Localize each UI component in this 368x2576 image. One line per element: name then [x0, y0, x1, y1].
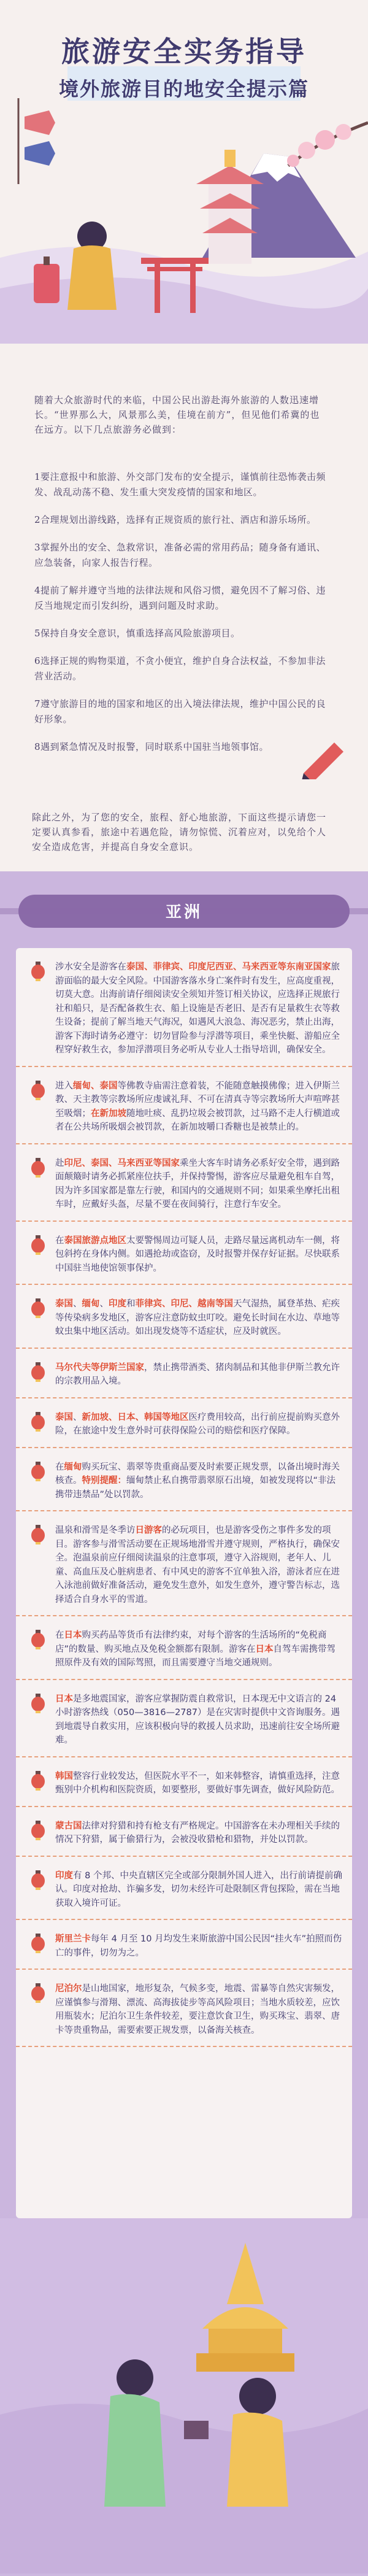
item-text	[55, 1819, 342, 1847]
item-text	[55, 1234, 342, 1276]
item-text-segment: 旅游面临的最大安全风险。中国游客落水身亡案件时有发生，应高度重视，切莫大意。出海前请仔细阅读安全须知并签订相关协议，应选择正规旅行社和船只，是否配备救生衣、船上设施是否老旧、是否有足量救生衣等救生设备；提前了解当地天气海况，如遇风大浪急、海况恶劣，禁止出海，游客下海时请务必遵守：切勿冒险参与浮潜等项目，乘坐快艇、游船应全程穿好救生衣，参加浮潜项目务必听从专业人士指导培训，确保安全。	[55, 962, 340, 1055]
lantern-icon	[28, 1630, 48, 1649]
lantern-icon	[28, 962, 48, 981]
kite-icon	[18, 98, 55, 184]
highlighted-text: 印度	[55, 1870, 73, 1881]
item-text-segment: 医疗费用较高，出行前应提前购买意外险，在旅途中发生意外时可获得保险公司的赔偿和医疗保障。	[55, 1412, 340, 1436]
lantern-icon	[28, 1525, 48, 1544]
item-text-segment: 在	[55, 1235, 64, 1246]
highlighted-text: 印尼、泰国、马来西亚等国家	[64, 1158, 180, 1168]
tips-list	[34, 469, 329, 767]
lantern-icon	[28, 1412, 48, 1432]
list-item	[16, 1297, 352, 1349]
highlighted-text: 印度	[109, 1299, 126, 1309]
footer	[0, 2218, 368, 2574]
item-text	[55, 1869, 342, 1911]
list-item	[16, 1692, 352, 1757]
item-text-segment: 乘坐大客车时请务必系好安全带，遇到路面颠簸时请务必抓紧座位扶手，并保持警惕，游客应尽量避免租车自驾，因为许多国家都是靠左行驶，和国内的交通规则不同；如果乘坐摩托出租车时，应戴好头盔，尽量不要在夜间骑行，注意行车安全。	[55, 1158, 340, 1209]
highlighted-text: 泰国、菲律宾、印度尼西亚、马来西亚等东南亚国家	[126, 962, 331, 972]
highlighted-text: 缅甸	[64, 1462, 82, 1472]
tip-item: 4提前了解并遵守当地的法律法规和风俗习惯，避免因不了解习俗、违反当地规定而引发纠纷，遇到问题及时求助。	[34, 585, 326, 611]
item-text-segment: 、	[99, 1299, 109, 1309]
item-text-segment: 随地吐痰、乱扔垃圾会被罚款，过马路不走人行横道或者在公共场所吸烟会被罚款，在新加坡嚼口香糖也是被禁止的。	[55, 1108, 340, 1132]
item-text-segment: 太要警惕周边可疑人员，走路尽量远离机动车一侧，将包斜挎在身体内侧。如遇抢劫或盗窃，及时报警并保存好证据。尽快联系中国驻当地使馆领事保护。	[55, 1235, 340, 1273]
item-text-segment: 缅甸禁止私自携带翡翠原石出境，如被发现将以“非法携带违禁品”处以罚款。	[55, 1476, 336, 1500]
item-text-segment: 是山地国家，地形复杂，气候多变，地震、雷暴等自然灾害频发，应谨慎参与滑翔、漂流、高海拔徒步等高风险项目；当地水质较差，应饮用瓶装水；尼泊尔卫生条件较差，要注意饮食卫生，购买珠宝、翡翠、唐卡等贵重物品，需要索要正规发票，以备海关核查。	[55, 1984, 340, 2035]
list-item	[16, 1460, 352, 1512]
item-text	[55, 1629, 342, 1670]
list-item	[16, 1079, 352, 1144]
stupa-icon	[196, 2243, 294, 2372]
highlighted-text: 新加坡、日本、韩国等地区	[82, 1412, 189, 1422]
highlighted-text: 日本	[64, 1630, 82, 1640]
intro-section	[0, 344, 368, 871]
item-text-segment: 和	[126, 1299, 136, 1309]
page-title: 旅游安全实务指导	[61, 35, 307, 68]
item-text	[55, 960, 342, 1057]
highlighted-text: 日游客	[135, 1525, 162, 1535]
outro-paragraph: 除此之外，为了您的安全，旅程、舒心地旅游，下面这些提示请您一定要认真参看，旅途中若遇危险，请勿惊慌、沉着应对，以免给个人安全造成危害，并提高自身安全意识。	[32, 812, 327, 852]
page-subtitle: 境外旅游目的地安全提示篇	[58, 77, 309, 101]
list-item	[16, 1524, 352, 1616]
highlighted-text: 蒙古国	[55, 1821, 82, 1831]
tip-item: 8遇到紧急情况及时报警，同时联系中国驻当地领事馆。	[34, 741, 269, 752]
header	[0, 0, 368, 344]
highlighted-text: 日本	[255, 1644, 274, 1654]
tip-item: 6选择正规的购物渠道，不贪小便宜，维护自身合法权益，不参加非法营业活动。	[34, 655, 326, 682]
item-text-segment: 在	[55, 1630, 64, 1640]
highlighted-text: 韩国	[55, 1771, 73, 1781]
tip-item: 7遵守旅游目的地的国家和地区的出入境法律法规，维护中国公民的良好形象。	[34, 698, 326, 725]
list-item	[16, 1629, 352, 1680]
item-text-segment: 涉水安全是游客在	[55, 962, 126, 972]
item-text-segment: 购买玩宝、翡翠等贵重商品要及时索要正规发票，以备出境时海关核查。	[55, 1462, 340, 1486]
item-text-segment: 购买药品等货币有法律约束，对每个游客的生活场所的“免税商店”的数量、购买地点及免税金额都有限制。游客在	[55, 1630, 327, 1654]
highlighted-text: 泰国旅游点地区	[64, 1235, 126, 1246]
highlighted-text: 马尔代夫等伊斯兰国家	[55, 1362, 144, 1373]
lantern-icon	[28, 1081, 48, 1100]
item-text	[55, 1157, 342, 1212]
lantern-icon	[28, 1235, 48, 1255]
tip-item: 2合理规划出游线路，选择有正规资质的旅行社、酒店和游乐场所。	[34, 514, 316, 525]
lantern-icon	[28, 1821, 48, 1840]
item-text-segment: 自驾车需携带驾照原件及有效的国际驾照，而且需要遵守当地交通规则。	[55, 1644, 336, 1668]
item-text	[55, 1524, 342, 1606]
item-text	[55, 1770, 342, 1797]
list-item	[16, 1157, 352, 1222]
lantern-icon	[28, 1771, 48, 1791]
section-title: 亚洲	[165, 903, 202, 922]
item-text-segment: 进入	[55, 1081, 73, 1091]
item-text-segment: 法律对狩猎和持有枪支有严格规定。中国游客在未办理相关手续的情况下狩猎，属于偷猎行为，会被没收猎枪和猎物，并处以罚款。	[55, 1821, 340, 1845]
traveler-figure	[34, 222, 117, 310]
item-text	[55, 1932, 342, 1960]
item-text-segment: 、	[73, 1412, 82, 1422]
highlighted-text: 菲律宾、印尼、越南等国	[135, 1299, 233, 1309]
item-text	[55, 1361, 342, 1389]
pencil-icon	[301, 736, 350, 779]
item-text	[55, 1692, 342, 1748]
item-text	[55, 1079, 342, 1135]
list-item	[16, 1932, 352, 1970]
highlighted-text: 斯里兰卡	[55, 1934, 91, 1944]
highlighted-text: 尼泊尔	[55, 1984, 82, 1994]
list-item	[16, 1770, 352, 1807]
tip-item: 1要注意报中和旅游、外交部门发布的安全提示，谨慎前往恐怖袭击频发、战乱动荡不稳、发生重大突发疫情的国家和地区。	[34, 471, 326, 498]
footer-illustration	[0, 2218, 368, 2574]
item-text	[55, 1460, 342, 1502]
highlighted-text: 缅甸、泰国	[73, 1081, 118, 1091]
highlighted-text: 特别提醒：	[82, 1476, 126, 1486]
item-text	[55, 1297, 342, 1339]
list-item	[16, 1819, 352, 1857]
highlighted-text: 缅甸	[82, 1299, 100, 1309]
item-text-segment: ，禁止携带酒类、猪肉制品和其他非伊斯兰教允许的宗教用品入境。	[55, 1362, 340, 1386]
highlighted-text: 泰国	[55, 1412, 73, 1422]
lantern-icon	[28, 1158, 48, 1178]
item-text-segment: 温泉和滑雪是冬季访	[55, 1525, 136, 1535]
lantern-icon	[28, 1983, 48, 2003]
item-text-segment: 赴	[55, 1158, 64, 1168]
intro-paragraph: 随着大众旅游时代的来临，中国公民出游赴海外旅游的人数迅速增长。“世界那么大，风景那么美，佳境在前方”，但见他们希冀的也在远方。以下几点旅游务必做到：	[34, 395, 320, 435]
lantern-icon	[28, 1298, 48, 1318]
tip-item: 3掌握外出的安全、急救常识，准备必需的常用药品；随身备有通讯、应急装备，向家人报告行程。	[34, 542, 326, 568]
item-text	[55, 1982, 342, 2037]
items-list	[16, 948, 352, 2218]
list-item	[16, 960, 352, 1067]
item-text-segment: 在	[55, 1462, 64, 1472]
lantern-icon	[28, 1462, 48, 1481]
list-item	[16, 1411, 352, 1448]
item-text-segment: 是多地震国家，游客应掌握防震自救常识，日本现无中文语言的 24 小时游客热线（050—3816—2787）是在灾害时提供中文咨询服务。遇到地震导自救实用，应该积极向导的救援人员求助，迅速前往安全场所避难。	[55, 1694, 340, 1745]
lantern-icon	[28, 1870, 48, 1890]
item-text-segment: 每年 4 月至 10 月均发生来斯旅游中国公民因“挂火车”拍照而伤亡的事件，切勿为之。	[55, 1934, 342, 1958]
cherry-branch-icon	[287, 123, 368, 167]
item-text-segment: 、	[73, 1299, 82, 1309]
item-text-segment: 天气湿热，属登革热、疟疾等传染病多发地区，游客应注意防蚊虫叮咬。避免长时间在水边、草地等蚊虫集中地区活动。如出现发烧等不适症状，应及时就医。	[55, 1299, 340, 1336]
item-text-segment: 的必玩项目，也是游客受伤之事件多发的项目。游客参与滑雪活动要在正规场地滑雪并遵守规则，严格执行，确保安全。泡温泉前应仔细阅读温泉的注意事项，遵守入浴规则，老年人、儿童、高血压及心脏病患者、有中风史的游客不宜单独入浴，游泳者应在进入泳池前做好准备活动，避免发生意外，如发生意外，遵守警告标志，选择适合自身水平的雪道。	[55, 1525, 340, 1605]
item-text-segment: 有 8 个邦、中央直辖区完全或部分限制外国人进入，出行前请提前确认。印度对抢劫、诈骗多发，切勿未经许可赴限制区背包探险，需在当地获取入境许可证。	[55, 1870, 342, 1908]
lantern-icon	[28, 1362, 48, 1382]
highlighted-text: 泰国	[55, 1299, 73, 1309]
highlighted-text: 日本	[55, 1694, 73, 1704]
list-item	[16, 1234, 352, 1286]
lantern-icon	[28, 1694, 48, 1713]
item-text	[55, 1411, 342, 1438]
list-item	[16, 1869, 352, 1921]
highlighted-text: 在新加坡	[91, 1108, 126, 1119]
item-text-segment: 整容行业较发达，但医院水平不一，如来韩整容，请慎重选择，注意甄别中介机构和医院资质，如要整形，要做好事先调查，做好风险防范。	[55, 1771, 340, 1795]
item-text-segment: 等佛教寺庙需注意着装，不能随意触摸佛像；进入伊斯兰教、天主教等宗教场所应虔诚礼拜、不可在清真寺等宗教场所大声喧哗甚至吸烟；	[55, 1081, 340, 1119]
tip-item: 5保持自身安全意识，慎重选择高风险旅游项目。	[34, 628, 240, 639]
lantern-icon	[28, 1934, 48, 1953]
list-item	[16, 1982, 352, 2047]
list-item	[16, 1361, 352, 1398]
